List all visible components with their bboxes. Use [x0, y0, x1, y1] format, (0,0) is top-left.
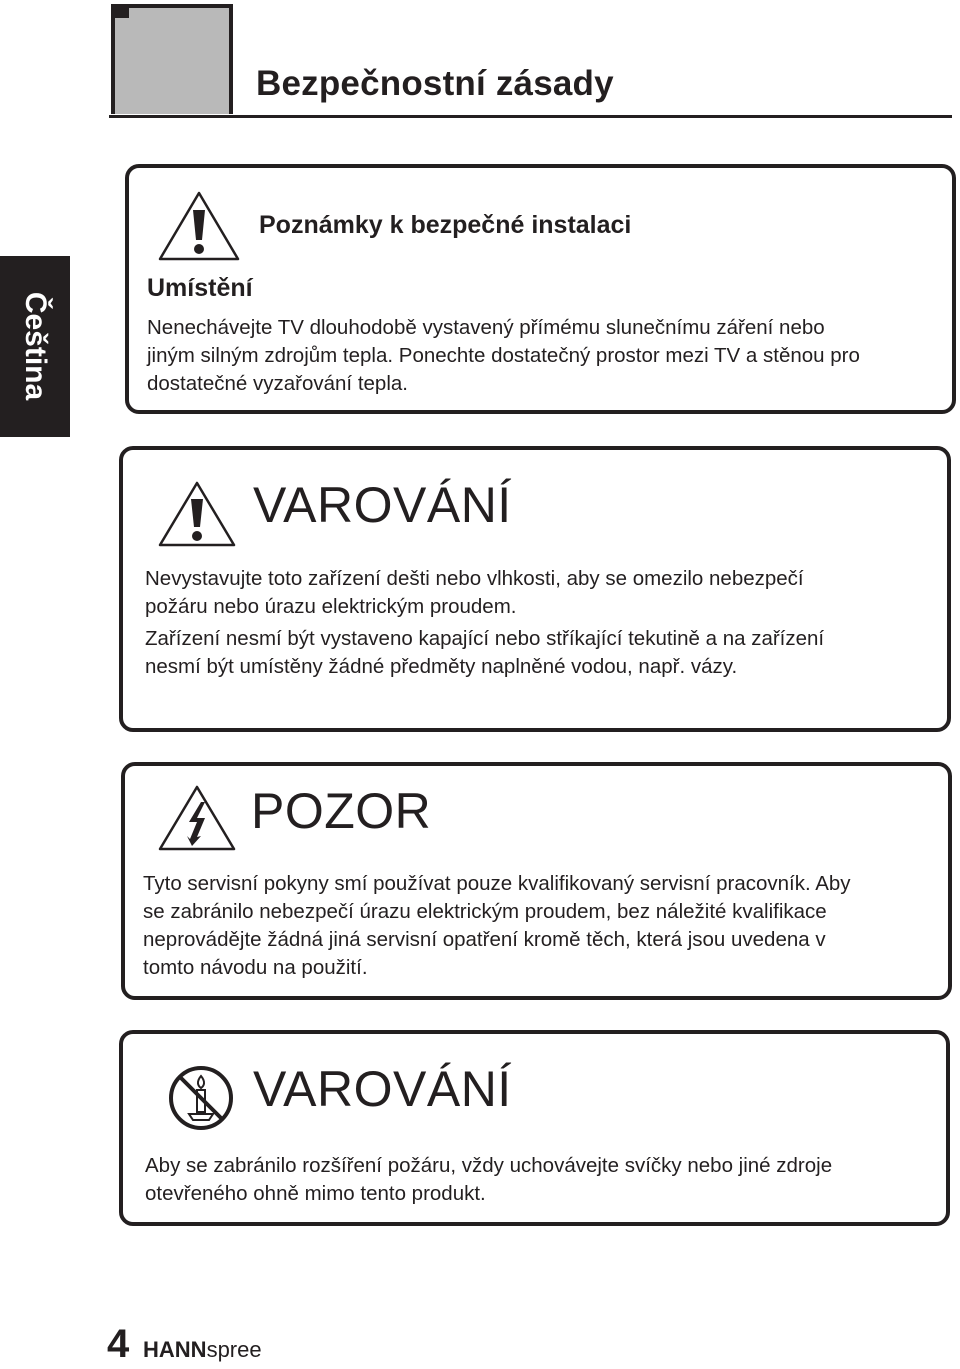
page-number: 4	[107, 1322, 130, 1366]
text-line: se zabránilo nebezpečí úrazu elektrickým proudem, bez náležité kvalifikace	[143, 900, 827, 923]
text-line: Aby se zabránilo rozšíření požáru, vždy uchovávejte svíčky nebo jiné zdroje	[145, 1154, 833, 1177]
language-label: Čeština	[19, 291, 52, 401]
text-line: Nevystavujte toto zařízení dešti nebo vlhkosti, aby se omezilo nebezpečí	[145, 567, 804, 590]
placement-text	[147, 314, 860, 398]
caution-text	[143, 870, 851, 982]
text-line: dostatečné vyzařování tepla.	[147, 372, 408, 395]
warning-triangle-lightning-icon	[157, 784, 237, 852]
text-line: jiným silným zdrojům tepla. Ponechte dostatečný prostor mezi TV a stěnou pro	[147, 344, 860, 367]
warning-moisture-text-2	[145, 625, 824, 681]
warning-triangle-exclamation-icon	[157, 190, 241, 262]
warning-moisture-box	[119, 446, 951, 732]
caution-heading: POZOR	[251, 783, 432, 839]
no-open-flame-icon	[167, 1064, 235, 1132]
placement-subheading: Umístění	[147, 274, 253, 302]
warning-heading: VAROVÁNÍ	[253, 477, 512, 533]
text-line: otevřeného ohně mimo tento produkt.	[145, 1182, 486, 1205]
installation-note-box	[125, 164, 956, 414]
text-line: Zařízení nesmí být vystaveno kapající nebo stříkající tekutině a na zařízení	[145, 627, 825, 650]
folder-tab-graphic	[109, 2, 235, 114]
warning-triangle-exclamation-icon	[157, 480, 237, 548]
caution-service-box	[121, 762, 952, 1000]
installation-note-heading: Poznámky k bezpečné instalaci	[259, 211, 632, 239]
language-side-tab	[0, 256, 70, 437]
brand-logo-bold: HANN	[143, 1337, 207, 1362]
text-line: Tyto servisní pokyny smí používat pouze kvalifikovaný servisní pracovník. Aby	[143, 872, 851, 895]
text-line: požáru nebo úrazu elektrickým proudem.	[145, 595, 517, 618]
text-line: Nenechávejte TV dlouhodobě vystavený přímému slunečnímu záření nebo	[147, 316, 825, 339]
brand-logo-light: spree	[206, 1337, 262, 1362]
fire-warning-heading: VAROVÁNÍ	[253, 1061, 512, 1117]
fire-warning-text	[145, 1152, 832, 1208]
text-line: neprovádějte žádná jiná servisní opatření kromě těch, která jsou uvedena v	[143, 928, 826, 951]
text-line: tomto návodu na použití.	[143, 956, 368, 979]
brand-logo	[143, 1337, 262, 1363]
title-underline	[109, 115, 952, 118]
text-line: nesmí být umístěny žádné předměty naplněné vodou, např. vázy.	[145, 655, 738, 678]
warning-moisture-text-1	[145, 565, 804, 621]
page-title: Bezpečnostní zásady	[256, 64, 614, 103]
warning-fire-box	[119, 1030, 950, 1226]
